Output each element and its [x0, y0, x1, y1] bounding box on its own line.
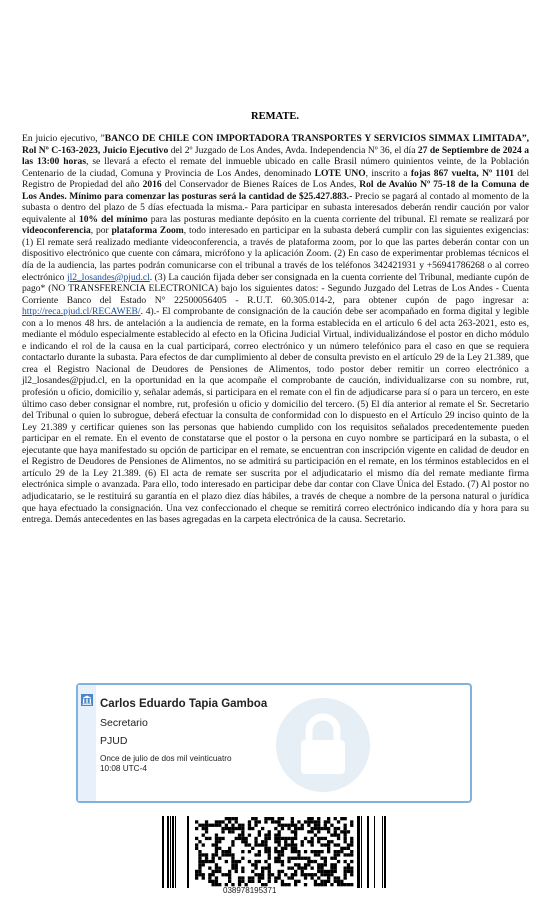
document-title: REMATE. [251, 111, 299, 122]
platform: plataforma Zoom [111, 225, 184, 237]
body-text: Precio se pagará al contado al momento de la subasta o dentro del plazo de 5 días efectuada la misma.- Para participar en subasta interesados deberán rendir caución por valor equivalente al [22, 190, 529, 225]
case-caption: BANCO DE CHILE CON IMPORTADORA TRANSPORTES Y SERVICIOS SIMMAX LIMITADA”, Rol Nº C-163-2023, Juicio Ejecutivo [22, 133, 529, 156]
modality: videoconferencia [22, 225, 91, 237]
signature-date [100, 754, 232, 774]
qr-code-icon [162, 816, 387, 888]
body-text: del 2º Juzgado de Los Andes, Avda. Independencia Nº 36, el día [168, 144, 418, 156]
body-text: , todo interesado en participar en la subasta deberá cumplir con las siguientes exigencias: (1) El remate será realizado mediante videoconferencia, a través de plataforma zoom, por lo que las partes deberán contar con un dispositivo electrónico que cuente con cámara, micrófono y la aplicación Zoom. (2) En caso de experimentar problemas técnicos el día de la audiencia, las partes podrán comunicarse con el tribunal a través de los teléfonos 342421931 y +56941786268 o al correo electrónico [22, 225, 530, 283]
email-link[interactable]: jl2_losandes@pjud.cl [66, 271, 150, 283]
guarantee-percent: 10% del mínimo [78, 213, 148, 225]
signature-time-line: 10:08 UTC-4 [100, 764, 147, 773]
signer-role: Secretario [100, 717, 148, 729]
lot-name: LOTE UNO [314, 167, 366, 179]
signature-date-line: Once de julio de dos mil veinticuatro [100, 754, 232, 763]
body-text: . (3) La caución fijada deber ser consignada en la cuenta corriente del Tribunal, mediante cupón de pago* (NO TRANSFERENCIA ELECTRONICA) bajo los siguientes datos: - Segundo Juzgado del Letras de Los Andes - Cuenta Corriente Banco del Estado N° 22500056405 - R.U.T. 60.305.014-2, para obtener cupón de pago ingresar a: [22, 271, 530, 306]
registry-folio: fojas 867 vuelta, Nº 1101 [410, 167, 515, 179]
electronic-signature-box [76, 683, 472, 803]
minimum-bid: Rol de Avalúo Nº 75-18 de la Comuna de Los Andes. Mínimo para comenzar las posturas será la cantidad de $25.427.883.- [22, 179, 529, 202]
body-text: del Registro de Propiedad del año [22, 167, 529, 191]
body-text: , por [90, 225, 112, 237]
body-text: , inscrito a [365, 167, 411, 179]
payment-url-link[interactable]: http://reca.pjud.cl/RECAWEB/ [22, 306, 141, 318]
signer-organization: PJUD [100, 735, 128, 747]
body-text: . 4).- El comprobante de consignación de la caución debe ser acompañado en forma digital y legible con a lo menos 48 hrs. de antelación a la audiencia de remate, en la forma establecida en el artículo 6 del acta 263-2021, esto es, mediante el módulo especialmente establecido al efecto en la Oficina Judicial Virtual, individualizándose el postor en dicho módulo e indicando el rol de la causa en la cual participará, correo electrónico y un número telefónico para el caso en que se requiera contactarlo durante la subasta. Para efectos de dar cumplimiento al deber de consulta previsto en el artículo 29 de la Ley 21.389, que crea el Registro Nacional de Deudores de Pensiones de Alimentos, todo postor deber remitir un correo electrónico a jl2_losandes@pjud.cl, en la oportunidad en la que acompañe el comprobante de caución, individualizarse con su nombre, rut, profesión u oficio, domicilio y, señalar además, si participara en el remate con el fin de adjudicarse para sí o para un tercero, en este último caso deber consignar el nombre, rut, profesión u oficio y domicilio del tercero. (5) El día anterior al remate el Sr. Secretario del Tribunal o quien lo subrogue, deberá efectuar la consulta de conformidad con lo dispuesto en el Artículo 29 inciso quinto de la Ley 21.389 y certificar quienes son las personas que habiendo cumplido con los requisitos señalados precedentemente pueden participar en el remate. En el evento de constatarse que el postor o la persona en cuyo nombre se participará en la subasta, o el ejecutante que haya manifestado su opción de participar en el remate, se encuentran con inscripción vigente en calidad de deudor en el Registro de Deudores de Pensiones de Alimentos, no se admitirá su participación en el remate, en los términos establecidos en el artículo 29 de la Ley 21.389. (6) El acta de remate ser suscrita por el adjudicatario el mismo día del remate mediante firma electrónica simple o avanzada. Para ello, todo interesado en participar debe dar contar con Clave Única del Estado. (7) Al postor no adjudicatario, se le restituirá su garantía en el plazo diez días hábiles, a través de cheque a nombre de la persona natural o jurídica que haya efectuado la consignación. Una vez confeccionado el cheque se remitirá correo electrónico indicando día y hora para su entrega. Demás antecedentes en las bases agregadas en la carpeta electrónica de la causa. Secretario. [22, 306, 529, 526]
signer-name: Carlos Eduardo Tapia Gamboa [100, 698, 268, 710]
body-text: del Conservador de Bienes Raíces de Los Andes, [161, 179, 360, 191]
verification-code: 038978195371 [223, 886, 277, 895]
body-text: para las posturas mediante depósito en la cuenta corriente del tribunal. El remate se realizará por [147, 213, 529, 225]
registry-year: 2016 [142, 179, 162, 191]
signature-side-bar [78, 685, 96, 801]
courthouse-icon [80, 693, 94, 707]
auction-date: 27 de Septiembre de 2024 a las 13:00 horas [22, 144, 530, 168]
body-text: En juicio ejecutivo, ” [22, 133, 105, 144]
document-body [22, 133, 529, 526]
body-text: , se llevará a efecto el remate del inmueble ubicado en calle Brasil número quinientos veinte, de la Población Centenario de la ciudad, Comuna y Provincia de Los Andes, denominado [22, 156, 529, 179]
lock-icon [274, 695, 372, 795]
